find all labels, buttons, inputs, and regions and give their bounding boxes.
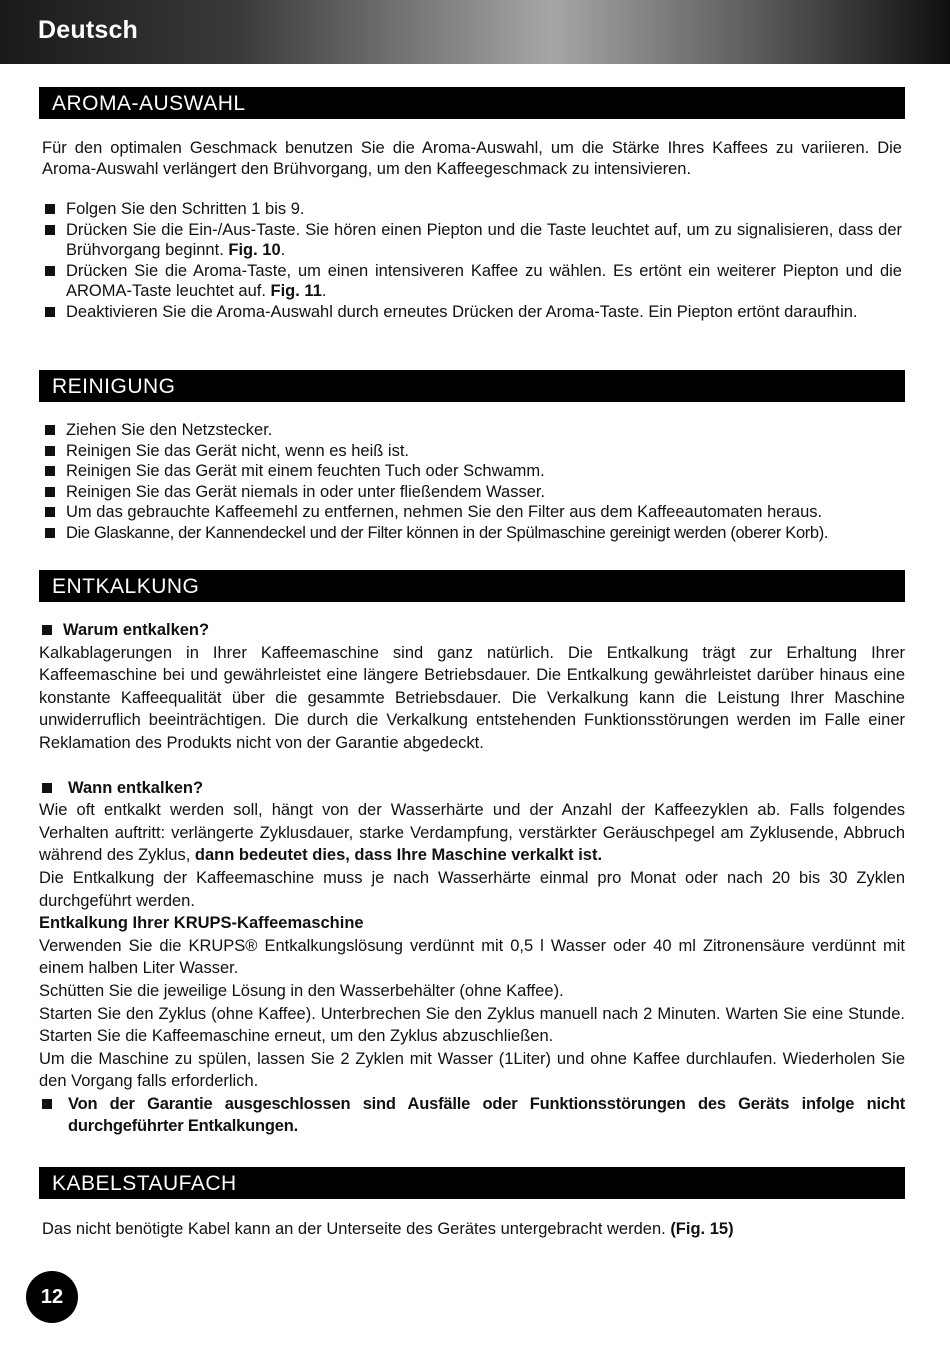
reinigung-bullet-list: [42, 420, 902, 543]
entkalkung-content: [39, 619, 905, 1138]
list-item: Drücken Sie die Aroma-Taste, um einen intensiveren Kaffee zu wählen. Es ertönt ein weiterer Piepton und die AROMA-Taste leuchtet auf. Fig. 11.: [42, 261, 902, 302]
aroma-intro: Für den optimalen Geschmack benutzen Sie die Aroma-Auswahl, um die Stärke Ihres Kaffees zu variieren. Die Aroma-Auswahl verlängert den Brühvorgang, um den Kaffeegeschmack zu intensivieren.: [42, 139, 902, 178]
section-header-entkalkung: ENTKALKUNG: [39, 570, 905, 602]
list-item: Deaktivieren Sie die Aroma-Auswahl durch erneutes Drücken der Aroma-Taste. Ein Piepton ertönt daraufhin.: [42, 302, 902, 323]
why-descale-text: Kalkablagerungen in Ihrer Kaffeemaschine sind ganz natürlich. Die Entkalkung trägt zur Erhaltung Ihrer Kaffeemaschine bei und gewährleistet eine längere Betriebsdauer. Die Entkalkung gewährleistet darüber hinaus eine konstante Kaffeequalität über die gesammte Betriebsdauer. Die Verkalkung kann die Leistung Ihrer Maschine unwiderruflich beeinträchtigen. Die durch die Verkalkung entstehenden Funktionsstörungen werden im Falle einer Reklamation des Produkts nicht von der Garantie abgedeckt.: [39, 643, 905, 752]
list-item: Reinigen Sie das Gerät niemals in oder unter fließendem Wasser.: [42, 482, 902, 503]
section-header-aroma: AROMA-AUSWAHL: [39, 87, 905, 119]
list-item: Um das gebrauchte Kaffeemehl zu entfernen, nehmen Sie den Filter aus dem Kaffeeautomaten heraus.: [42, 502, 902, 523]
descale-step-1: Verwenden Sie die KRUPS® Entkalkungslösung verdünnt mit 0,5 l Wasser oder 40 ml Zitronensäure verdünnt mit einem halben Liter Wasser.: [39, 936, 905, 978]
krups-descale-heading: Entkalkung Ihrer KRUPS-Kaffeemaschine: [39, 914, 364, 933]
descale-step-2: Schütten Sie die jeweilige Lösung in den Wasserbehälter (ohne Kaffee).: [39, 981, 564, 1000]
when-descale-text: Wie oft entkalkt werden soll, hängt von der Wasserhärte und der Anzahl der Kaffeezyklen ab. Falls folgendes Verhalten auftritt: verlängerte Zyklusdauer, starke Verdampfung, verstärkter Geräuschpegel am Zyklusende, Abbruch während des Zyklus, dann bedeutet dies, dass Ihre Maschine verkalkt ist.: [39, 801, 905, 865]
cable-storage-text: Das nicht benötigte Kabel kann an der Unterseite des Gerätes untergebracht werden. (Fig. 15): [42, 1220, 734, 1238]
list-item: Reinigen Sie das Gerät mit einem feuchten Tuch oder Schwamm.: [42, 461, 902, 482]
aroma-content: [42, 138, 902, 322]
list-item: Folgen Sie den Schritten 1 bis 9.: [42, 199, 902, 220]
aroma-bullet-list: [42, 199, 902, 322]
why-descale-heading: Warum entkalken?: [39, 619, 905, 642]
list-item: Drücken Sie die Ein-/Aus-Taste. Sie hören einen Piepton und die Taste leuchtet auf, um zu signalisieren, dass der Brühvorgang beginnt. Fig. 10.: [42, 220, 902, 261]
descale-step-3: Starten Sie den Zyklus (ohne Kaffee). Unterbrechen Sie den Zyklus manuell nach 2 Minuten. Warten Sie eine Stunde. Starten Sie die Kaffeemaschine erneut, um den Zyklus abzuschließen.: [39, 1004, 905, 1046]
section-header-reinigung: REINIGUNG: [39, 370, 905, 402]
list-item: Ziehen Sie den Netzstecker.: [42, 420, 902, 441]
warranty-note: Von der Garantie ausgeschlossen sind Ausfälle oder Funktionsstörungen des Geräts infolge nicht durchgeführter Entkalkungen.: [39, 1093, 905, 1138]
list-item: Reinigen Sie das Gerät nicht, wenn es heiß ist.: [42, 441, 902, 462]
figure-reference: Fig. 10: [228, 241, 281, 259]
figure-reference: Fig. 11: [270, 282, 322, 300]
language-header-bar: [0, 0, 950, 64]
calcified-warning: dann bedeutet dies, dass Ihre Maschine verkalkt ist.: [194, 846, 603, 865]
when-descale-heading: Wann entkalken?: [39, 777, 905, 800]
descale-frequency-text: Die Entkalkung der Kaffeemaschine muss je nach Wasserhärte einmal pro Monat oder nach 20 bis 30 Zyklen durchgeführt werden.: [39, 868, 905, 910]
language-title: Deutsch: [38, 16, 139, 44]
descale-step-4: Um die Maschine zu spülen, lassen Sie 2 Zyklen mit Wasser (1Liter) und ohne Kaffee durchlaufen. Wiederholen Sie den Vorgang falls erforderlich.: [39, 1049, 905, 1091]
section-header-kabelstaufach: KABELSTAUFACH: [39, 1167, 905, 1199]
figure-reference: (Fig. 15): [670, 1220, 734, 1238]
kabel-content: [42, 1219, 902, 1240]
page-number-badge: 12: [26, 1271, 78, 1323]
reinigung-content: [42, 420, 902, 543]
list-item: Die Glaskanne, der Kannendeckel und der Filter können in der Spülmaschine gereinigt werden (oberer Korb).: [42, 523, 902, 544]
